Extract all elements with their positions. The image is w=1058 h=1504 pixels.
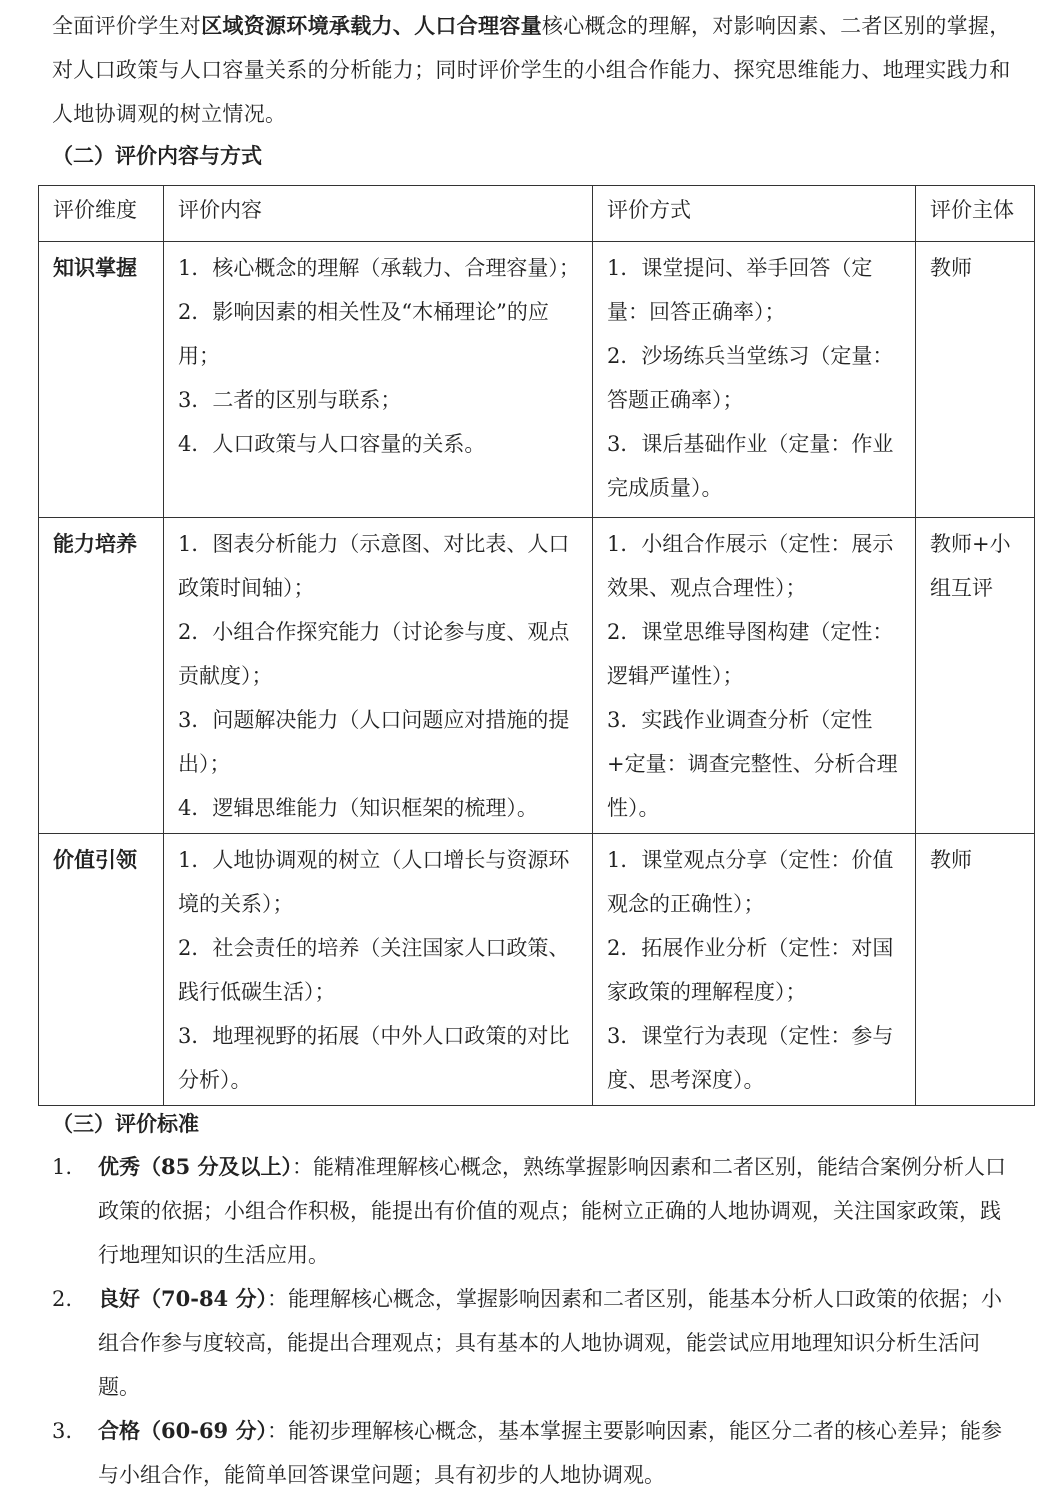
method-item: 1．课堂观点分享（定性：价值观念的正确性）； bbox=[607, 848, 894, 916]
method-item: 2．课堂思维导图构建（定性：逻辑严谨性）； bbox=[607, 620, 894, 688]
content-item: 3．二者的区别与联系； bbox=[178, 388, 402, 412]
list-number: 2. bbox=[52, 1287, 73, 1311]
table-row bbox=[39, 834, 1035, 1106]
method-item: 3．课后基础作业（定量：作业完成质量）。 bbox=[607, 432, 894, 500]
list-item bbox=[52, 1145, 1012, 1277]
dimension-cell: 价值引领 bbox=[39, 834, 164, 1106]
table-row bbox=[39, 242, 1035, 518]
dimension-cell: 能力培养 bbox=[39, 518, 164, 834]
criteria-level: 优秀（85 分及以上） bbox=[98, 1154, 293, 1179]
method-item: 2．拓展作业分析（定性：对国家政策的理解程度）； bbox=[607, 936, 894, 1004]
method-item: 1．小组合作展示（定性：展示效果、观点合理性）； bbox=[607, 532, 894, 600]
subject-cell: 教师 bbox=[916, 834, 1035, 1106]
content-item: 1．图表分析能力（示意图、对比表、人口政策时间轴）； bbox=[178, 532, 570, 600]
content-cell bbox=[164, 518, 593, 834]
criteria-level: 合格（60-69 分） bbox=[98, 1418, 267, 1443]
method-item: 3．实践作业调查分析（定性+定量：调查完整性、分析合理性）。 bbox=[607, 708, 898, 820]
content-item: 1．核心概念的理解（承载力、合理容量）； bbox=[178, 256, 580, 280]
evaluation-table bbox=[38, 185, 1035, 1106]
table-row bbox=[39, 518, 1035, 834]
header-method: 评价方式 bbox=[593, 186, 916, 242]
method-cell bbox=[593, 834, 916, 1106]
intro-text-1: 全面评价学生对 bbox=[52, 14, 202, 38]
criteria-level: 良好（70-84 分） bbox=[98, 1286, 267, 1311]
intro-key-concepts: 区域资源环境承载力、人口合理容量 bbox=[201, 13, 542, 38]
content-item: 2．社会责任的培养（关注国家人口政策、践行低碳生活）； bbox=[178, 936, 570, 1004]
content-item: 3．地理视野的拓展（中外人口政策的对比分析）。 bbox=[178, 1024, 570, 1092]
header-content: 评价内容 bbox=[164, 186, 593, 242]
content-item: 4．人口政策与人口容量的关系。 bbox=[178, 432, 486, 456]
content-item: 4．逻辑思维能力（知识框架的梳理）。 bbox=[178, 796, 538, 820]
list-item bbox=[52, 1277, 1012, 1409]
method-cell bbox=[593, 518, 916, 834]
dimension-cell: 知识掌握 bbox=[39, 242, 164, 518]
content-cell bbox=[164, 834, 593, 1106]
header-subject: 评价主体 bbox=[916, 186, 1035, 242]
criteria-text: ：能初步理解核心概念，基本掌握主要影响因素，能区分二者的核心差异；能参与小组合作，能简单回答课堂问题；具有初步的人地协调观。 bbox=[98, 1419, 1002, 1487]
content-item: 2．小组合作探究能力（讨论参与度、观点贡献度）； bbox=[178, 620, 570, 688]
list-number: 3. bbox=[52, 1419, 73, 1443]
content-item: 1．人地协调观的树立（人口增长与资源环境的关系）； bbox=[178, 848, 570, 916]
criteria-list bbox=[52, 1145, 1012, 1497]
subject-cell: 教师+小组互评 bbox=[916, 518, 1035, 834]
intro-text-2: 核心概念的理解，对影响因素、二者区别的掌握，对人口政策与人口容量关系的分析能力；同时评价学生的小组合作能力、探究思维能力、地理实践力和人地协调观的树立情况。 bbox=[52, 14, 1011, 126]
method-cell bbox=[593, 242, 916, 518]
content-cell bbox=[164, 242, 593, 518]
subject-cell: 教师 bbox=[916, 242, 1035, 518]
table-header-row bbox=[39, 186, 1035, 242]
list-item bbox=[52, 1409, 1012, 1497]
content-item: 3．问题解决能力（人口问题应对措施的提出）； bbox=[178, 708, 570, 776]
criteria-text: ：能理解核心概念，掌握影响因素和二者区别，能基本分析人口政策的依据；小组合作参与度较高，能提出合理观点；具有基本的人地协调观，能尝试应用地理知识分析生活问题。 bbox=[98, 1287, 1002, 1399]
list-number: 1. bbox=[52, 1155, 73, 1179]
intro-paragraph bbox=[52, 4, 1012, 136]
content-item: 2．影响因素的相关性及“木桶理论”的应用； bbox=[178, 300, 549, 368]
section-heading-evaluation-criteria: （三）评价标准 bbox=[52, 1111, 199, 1136]
section-heading-evaluation-content: （二）评价内容与方式 bbox=[52, 143, 262, 168]
method-item: 1．课堂提问、举手回答（定量：回答正确率）； bbox=[607, 256, 873, 324]
criteria-text: ：能精准理解核心概念，熟练掌握影响因素和二者区别，能结合案例分析人口政策的依据；小组合作积极，能提出有价值的观点；能树立正确的人地协调观，关注国家政策，践行地理知识的生活应用。 bbox=[98, 1155, 1007, 1267]
header-dimension: 评价维度 bbox=[39, 186, 164, 242]
method-item: 3．课堂行为表现（定性：参与度、思考深度）。 bbox=[607, 1024, 894, 1092]
method-item: 2．沙场练兵当堂练习（定量：答题正确率）； bbox=[607, 344, 894, 412]
